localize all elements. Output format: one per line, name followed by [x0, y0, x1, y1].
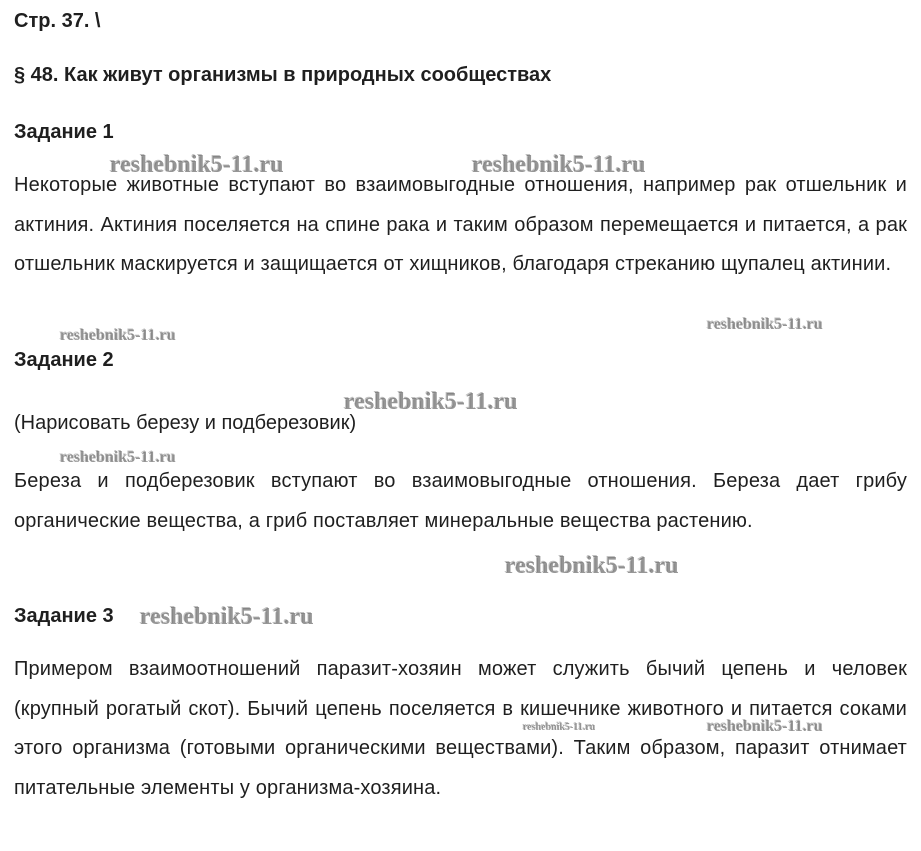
task-1-paragraph: Некоторые животные вступают во взаимовыгодные отношения, например рак отшельник и актиния. Актиния поселяется на спине рака и таким образом перемещается и питается, а рак отшельник маскируется и защищается от хищников, благодаря стреканию щупалец актинии. [14, 174, 907, 275]
watermark: reshebnik5-11.ru [60, 449, 176, 466]
page-number-label: Стр. 37. \ [14, 10, 101, 32]
watermark: reshebnik5-11.ru [707, 718, 823, 735]
watermark: reshebnik5-11.ru [505, 553, 679, 579]
task-2-note: (Нарисовать березу и подберезовик) [14, 412, 357, 434]
watermark: reshebnik5-11.ru [523, 722, 596, 733]
watermark: reshebnik5-11.ru [140, 604, 314, 630]
watermark: reshebnik5-11.ru [344, 389, 518, 415]
task-2-paragraph: Береза и подберезовик вступают во взаимовыгодные отношения. Береза дает грибу органические вещества, а гриб поставляет минеральные вещества растению. [14, 470, 907, 532]
task-3-heading: Задание 3 [14, 605, 114, 627]
section-title: § 48. Как живут организмы в природных сообществах [14, 64, 552, 86]
task-1-heading: Задание 1 [14, 121, 114, 143]
watermark: reshebnik5-11.ru [707, 316, 823, 333]
task-2-heading: Задание 2 [14, 349, 114, 371]
watermark: reshebnik5-11.ru [110, 152, 284, 178]
task-3-paragraph: Примером взаимоотношений паразит-хозяин может служить бычий цепень и человек (крупный рогатый скот). Бычий цепень поселяется в кишечнике животного и питается соками этого организма (готовыми органическими веществами). Таким образом, паразит отнимает питательные элементы у организма-хозяина. [14, 658, 907, 799]
watermark: reshebnik5-11.ru [472, 152, 646, 178]
watermark: reshebnik5-11.ru [60, 327, 176, 344]
